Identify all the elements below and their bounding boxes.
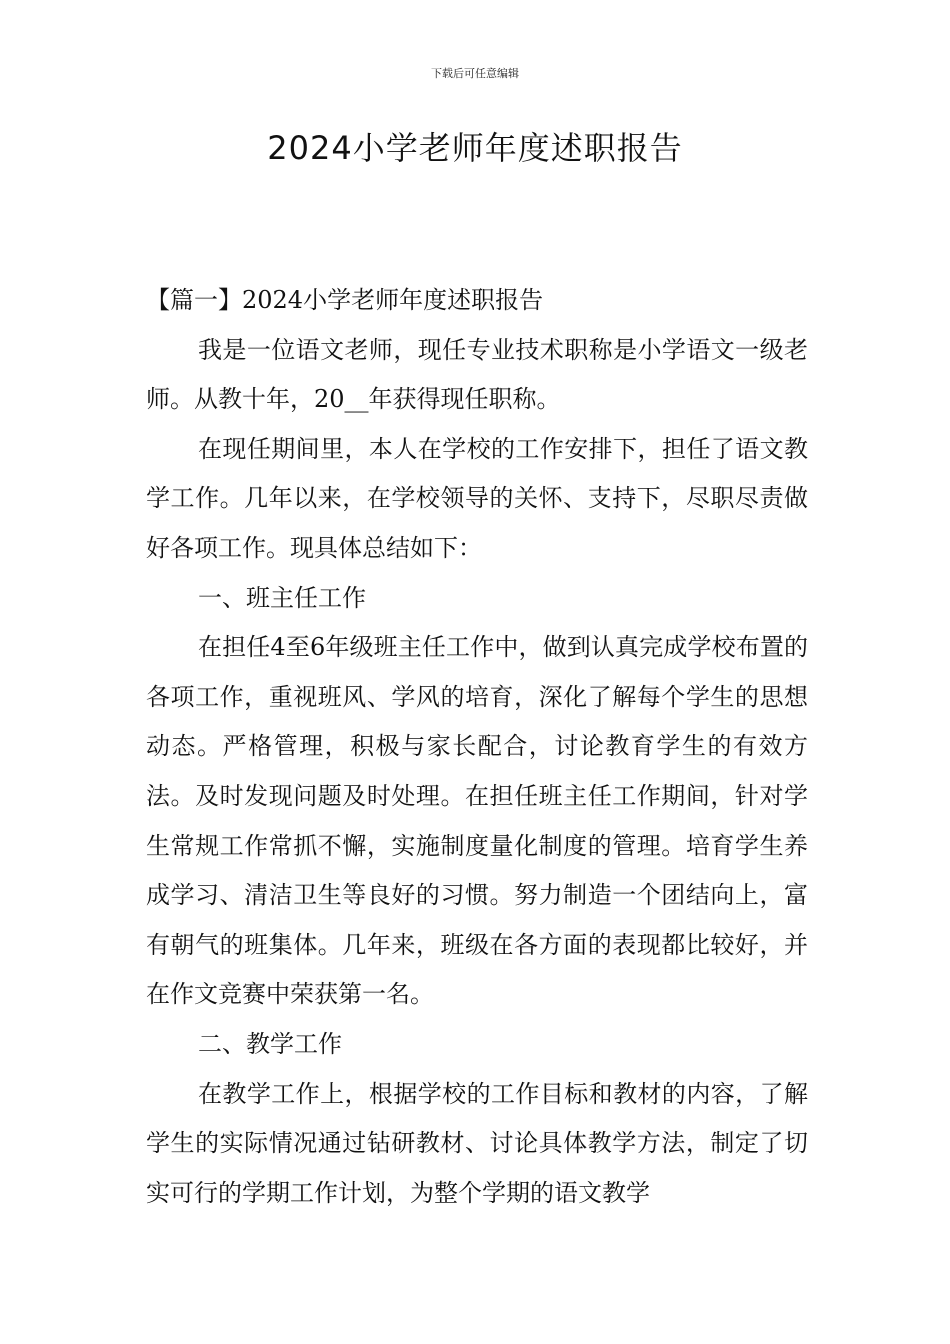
subheading-teaching-work: 二、教学工作	[198, 1029, 342, 1058]
document-body	[146, 276, 808, 1218]
paragraph-teaching-work: 在教学工作上，根据学校的工作目标和教材的内容，了解学生的实际情况通过钻研教材、讨论具体教学方法，制定了切实可行的学期工作计划，为整个学期的语文教学	[146, 1079, 808, 1207]
section-heading: 【篇一】2024小学老师年度述职报告	[146, 286, 544, 314]
document-title: 2024小学老师年度述职报告	[267, 129, 683, 167]
paragraph-term-summary: 在现任期间里，本人在学校的工作安排下，担任了语文教学工作。几年以来，在学校领导的关怀、支持下，尽职尽责做好各项工作。现具体总结如下：	[146, 434, 808, 562]
subheading-homeroom-work: 一、班主任工作	[198, 583, 366, 612]
paragraph-homeroom-work: 在担任4至6年级班主任工作中，做到认真完成学校布置的各项工作，重视班风、学风的培育，深化了解每个学生的思想动态。严格管理，积极与家长配合，讨论教育学生的有效方法。及时发现问题及时处理。在担任班主任工作期间，针对学生常规工作常抓不懈，实施制度量化制度的管理。培育学生养成学习、清洁卫生等良好的习惯。努力制造一个团结向上，富有朝气的班集体。几年来，班级在各方面的表现都比较好，并在作文竞赛中荣获第一名。	[146, 633, 808, 1009]
page-header-note: 下载后可任意编辑	[431, 67, 519, 80]
paragraph-intro: 我是一位语文老师，现任专业技术职称是小学语文一级老师。从教十年，20__年获得现任职称。	[146, 335, 808, 414]
